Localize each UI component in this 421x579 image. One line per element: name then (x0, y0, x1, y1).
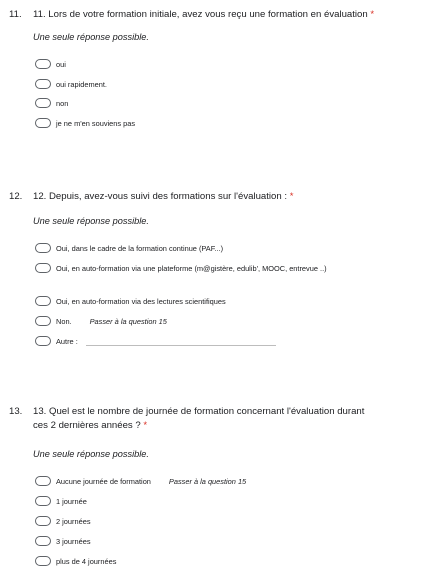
radio-option[interactable] (35, 494, 87, 508)
required-asterisk: * (289, 191, 294, 202)
radio-option[interactable] (35, 314, 167, 328)
question-hint: Une seule réponse possible. (33, 32, 149, 42)
option-label: 2 journées (56, 516, 91, 526)
question-title: 11. Lors de votre formation initiale, avez vous reçu une formation en évaluation * (33, 9, 375, 20)
radio-circle-icon[interactable] (35, 556, 51, 566)
skip-note: Passer à la question 15 (168, 476, 247, 486)
radio-circle-icon[interactable] (35, 98, 51, 108)
option-label: Autre : (56, 336, 78, 346)
radio-option[interactable] (35, 96, 68, 110)
question-title: 12. Depuis, avez-vous suivi des formations sur l'évaluation : * (33, 191, 294, 202)
option-label: 3 journées (56, 536, 91, 546)
radio-option[interactable] (35, 77, 107, 91)
option-label: je ne m'en souviens pas (56, 118, 136, 128)
radio-circle-icon[interactable] (35, 243, 51, 253)
radio-option[interactable] (35, 534, 91, 548)
radio-option-other[interactable] (35, 334, 276, 348)
radio-circle-icon[interactable] (35, 316, 51, 326)
question-number: 12. (9, 191, 23, 202)
question-number: 13. (9, 406, 23, 417)
radio-circle-icon[interactable] (35, 516, 51, 526)
radio-option[interactable] (35, 514, 91, 528)
other-text-input[interactable] (86, 337, 276, 346)
option-label: oui (56, 59, 66, 69)
radio-circle-icon[interactable] (35, 59, 51, 69)
radio-option[interactable] (35, 474, 246, 488)
option-label: Oui, dans le cadre de la formation continue (PAF...) (56, 243, 224, 253)
radio-circle-icon[interactable] (35, 496, 51, 506)
radio-circle-icon[interactable] (35, 536, 51, 546)
question-hint: Une seule réponse possible. (33, 216, 149, 226)
radio-circle-icon[interactable] (35, 336, 51, 346)
radio-circle-icon[interactable] (35, 476, 51, 486)
question-hint: Une seule réponse possible. (33, 449, 149, 459)
radio-circle-icon[interactable] (35, 263, 51, 273)
radio-option[interactable] (35, 241, 223, 255)
radio-option[interactable] (35, 261, 327, 275)
option-label: plus de 4 journées (56, 556, 117, 566)
radio-option[interactable] (35, 116, 135, 130)
question-number: 11. (9, 9, 22, 20)
option-label: Oui, en auto-formation via une plateforme (m@gistère, edulib', MOOC, entrevue ..) (56, 263, 327, 273)
question-title: 13. Quel est le nombre de journée de formation concernant l'évaluation durant ces 2 dernières années ? * (33, 406, 365, 431)
radio-circle-icon[interactable] (35, 296, 51, 306)
option-label: Oui, en auto-formation via des lectures scientifiques (56, 296, 226, 306)
radio-option[interactable] (35, 57, 66, 71)
radio-option[interactable] (35, 294, 226, 308)
option-label: non (56, 98, 69, 108)
required-asterisk: * (143, 420, 148, 431)
required-asterisk: * (370, 9, 375, 20)
radio-circle-icon[interactable] (35, 79, 51, 89)
option-label: Non. (56, 316, 72, 326)
option-label: oui rapidement. (56, 79, 107, 89)
radio-circle-icon[interactable] (35, 118, 51, 128)
option-label: Aucune journée de formation (56, 476, 151, 486)
option-label: 1 journée (56, 496, 87, 506)
skip-note: Passer à la question 15 (89, 316, 167, 326)
radio-option[interactable] (35, 554, 116, 568)
